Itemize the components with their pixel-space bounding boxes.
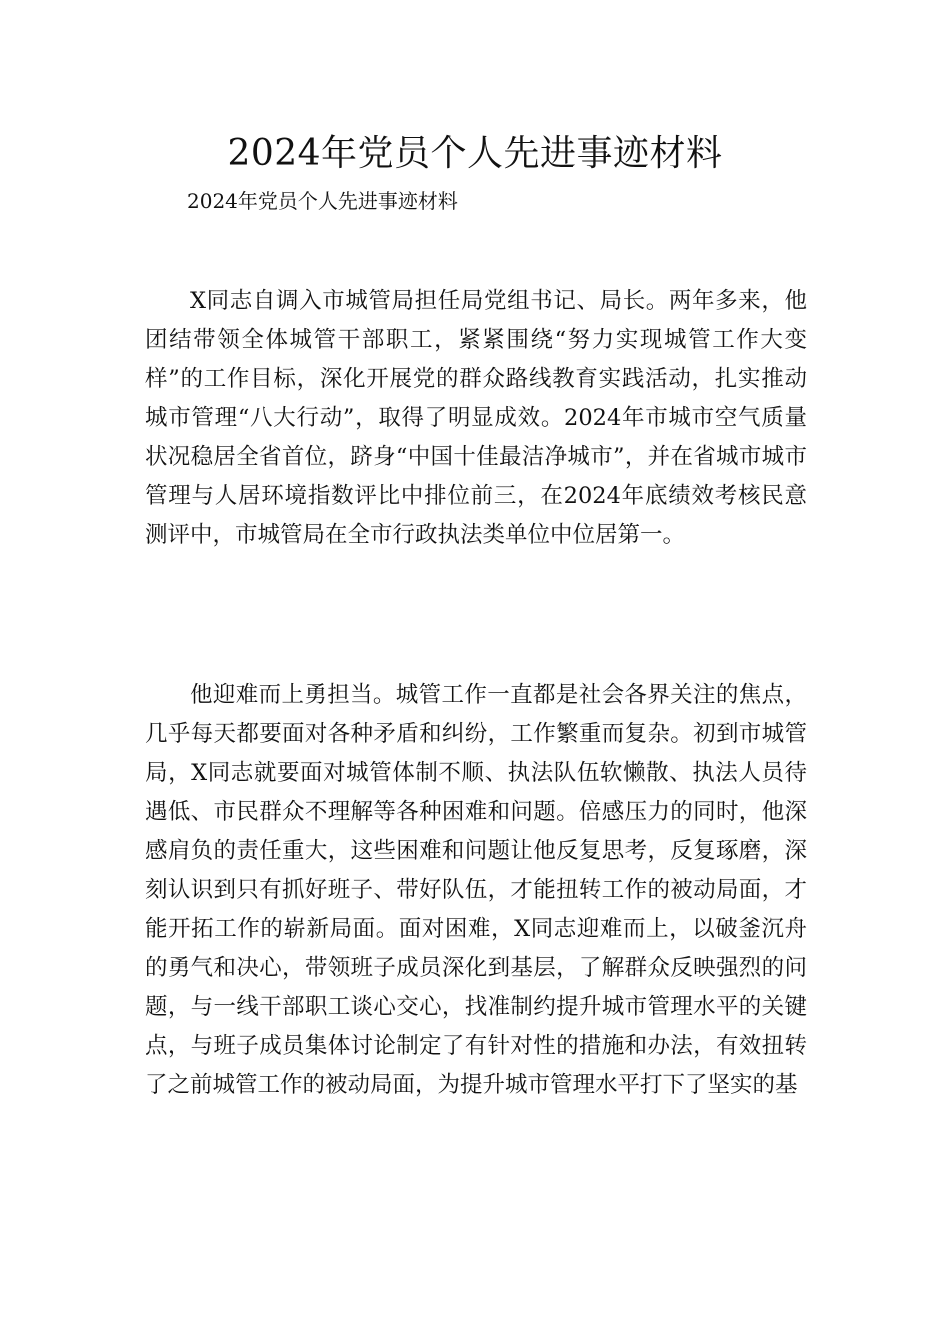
body-paragraph: X同志自调入市城管局担任局党组书记、局长。两年多来，他团结带领全体城管干部职工，紧紧围绕“努力实现城管工作大变样”的工作目标，深化开展党的群众路线教育实践活动，扎实推动城市管理“八大行动”，取得了明显成效。2024年市城市空气质量状况稳居全省首位，跻身“中国十佳最洁净城市”，并在省城市城市管理与人居环境指数评比中排位前三，在2024年底绩效考核民意测评中，市城管局在全市行政执法类单位中位居第一。: [145, 288, 807, 548]
document-title: 2024年党员个人先进事迹材料: [227, 133, 723, 174]
document-subtitle: 2024年党员个人先进事迹材料: [187, 189, 458, 213]
body-paragraph: 他迎难而上勇担当。城管工作一直都是社会各界关注的焦点，几乎每天都要面对各种矛盾和纠纷，工作繁重而复杂。初到市城管局，X同志就要面对城管体制不顺、执法队伍软懒散、执法人员待遇低、市民群众不理解等各种困难和问题。倍感压力的同时，他深感肩负的责任重大，这些困难和问题让他反复思考，反复琢磨，深刻认识到只有抓好班子、带好队伍，才能扭转工作的被动局面，才能开拓工作的崭新局面。面对困难，X同志迎难而上，以破釜沉舟的勇气和决心，带领班子成员深化到基层，了解群众反映强烈的问题，与一线干部职工谈心交心，找准制约提升城市管理水平的关键点，与班子成员集体讨论制定了有针对性的措施和办法，有效扭转了之前城管工作的被动局面，为提升城市管理水平打下了坚实的基: [145, 682, 807, 1098]
